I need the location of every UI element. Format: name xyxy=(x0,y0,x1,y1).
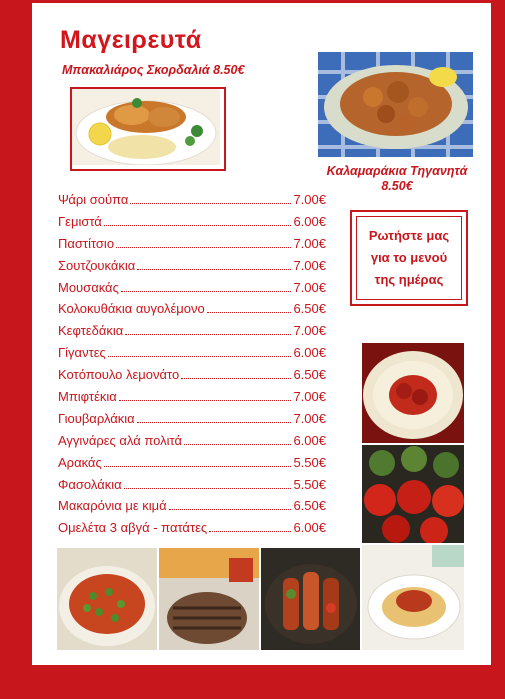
menu-item xyxy=(58,345,326,367)
dot-leader xyxy=(108,356,292,357)
menu-item xyxy=(58,477,326,499)
menu-item xyxy=(58,520,326,542)
dot-leader xyxy=(104,225,292,226)
burger-steak-image xyxy=(159,548,259,650)
menu-item-name: Σουτζουκάκια xyxy=(58,257,136,273)
menu-item-name: Παστίτσιο xyxy=(58,235,115,251)
meatballs-rice-photo xyxy=(362,343,464,443)
menu-item-name: Αρακάς xyxy=(58,454,102,470)
fried-squid-image xyxy=(318,52,473,157)
menu-item xyxy=(58,323,326,345)
menu-item-price: 6.00€ xyxy=(293,345,326,361)
menu-item-name: Κοτόπουλο λεμονάτο xyxy=(58,367,180,383)
daily-menu-box xyxy=(350,210,468,306)
stuffed-tomatoes-photo xyxy=(362,445,464,543)
dot-leader xyxy=(125,334,291,335)
menu-item-price: 7.00€ xyxy=(293,279,326,295)
menu-item xyxy=(58,236,326,258)
daily-menu-line-1: Ρωτήστε μας xyxy=(368,228,450,243)
menu-item-price: 7.00€ xyxy=(293,257,326,273)
dot-leader xyxy=(184,444,291,445)
daily-menu-line-3: της ημέρας xyxy=(374,272,444,287)
daily-menu-text xyxy=(352,225,466,291)
menu-item-name: Κολοκυθάκια αυγολέμονο xyxy=(58,301,205,317)
menu-item-name: Γίγαντες xyxy=(58,345,106,361)
dot-leader xyxy=(209,531,291,532)
dot-leader xyxy=(137,269,291,270)
dot-leader xyxy=(116,247,291,248)
menu-list xyxy=(58,192,326,542)
menu-item-price: 5.50€ xyxy=(293,476,326,492)
dot-leader xyxy=(121,291,292,292)
peas-stew-image xyxy=(57,548,157,650)
menu-item-price: 7.00€ xyxy=(293,235,326,251)
featured-dish-squid xyxy=(313,164,481,194)
dot-leader xyxy=(104,466,292,467)
grilled-skewers-image xyxy=(261,548,360,650)
menu-item-price: 7.00€ xyxy=(293,323,326,339)
menu-item-price: 6.50€ xyxy=(293,301,326,317)
menu-item xyxy=(58,389,326,411)
dot-leader xyxy=(130,203,291,204)
dot-leader xyxy=(207,312,292,313)
menu-item xyxy=(58,258,326,280)
top-border xyxy=(0,0,505,3)
menu-item xyxy=(58,280,326,302)
menu-item-price: 7.00€ xyxy=(293,192,326,207)
menu-item-name: Μακαρόνια με κιμά xyxy=(58,498,167,514)
squid-name: Καλαμαράκια Τηγανητά xyxy=(326,164,468,178)
menu-item xyxy=(58,498,326,520)
menu-item-name: Κεφτεδάκια xyxy=(58,323,124,339)
menu-item xyxy=(58,301,326,323)
cod-skordalia-image xyxy=(72,89,220,165)
menu-item-price: 6.00€ xyxy=(293,520,326,536)
cod-photo-frame xyxy=(70,87,226,171)
menu-item-name: Φασολάκια xyxy=(58,476,122,492)
menu-item xyxy=(58,433,326,455)
bottom-border xyxy=(0,665,505,699)
left-border xyxy=(0,0,32,699)
peas-photo xyxy=(57,548,157,650)
menu-item xyxy=(58,192,326,214)
spaghetti-bolognese-image xyxy=(362,545,464,650)
featured-dish-cod: Μπακαλιάρος Σκορδαλιά 8.50€ xyxy=(62,63,245,77)
stuffed-tomatoes-image xyxy=(362,445,464,543)
menu-item-name: Γεμιστά xyxy=(58,213,102,229)
menu-item-price: 6.00€ xyxy=(293,213,326,229)
menu-item-price: 6.00€ xyxy=(293,432,326,448)
menu-item-price: 6.50€ xyxy=(293,367,326,383)
menu-item-name: Ψάρι σούπα xyxy=(58,192,129,207)
menu-item-name: Γιουβαρλάκια xyxy=(58,410,135,426)
menu-item xyxy=(58,411,326,433)
menu-item xyxy=(58,455,326,477)
squid-price: 8.50€ xyxy=(381,179,413,193)
menu-item-price: 7.00€ xyxy=(293,410,326,426)
menu-item-name: Μπιφτέκια xyxy=(58,389,117,405)
menu-item-name: Μουσακάς xyxy=(58,279,119,295)
dot-leader xyxy=(181,378,291,379)
meatballs-rice-image xyxy=(362,343,464,443)
dot-leader xyxy=(119,400,292,401)
menu-item-price: 6.50€ xyxy=(293,498,326,514)
menu-item xyxy=(58,367,326,389)
menu-item-name: Ομελέτα 3 αβγά - πατάτες xyxy=(58,520,208,536)
dot-leader xyxy=(137,422,292,423)
skewers-photo xyxy=(261,548,360,650)
dot-leader xyxy=(124,488,292,489)
burger-steak-photo xyxy=(159,548,259,650)
menu-item-price: 7.00€ xyxy=(293,389,326,405)
squid-photo xyxy=(318,52,473,157)
menu-item xyxy=(58,214,326,236)
spaghetti-photo xyxy=(362,545,464,650)
page-title: Μαγειρευτά xyxy=(60,26,202,54)
dot-leader xyxy=(169,509,292,510)
menu-item-name: Αγγινάρες αλά πολιτά xyxy=(58,432,182,448)
daily-menu-line-2: για το μενού xyxy=(370,250,448,265)
menu-item-price: 5.50€ xyxy=(293,454,326,470)
right-border xyxy=(491,0,505,699)
